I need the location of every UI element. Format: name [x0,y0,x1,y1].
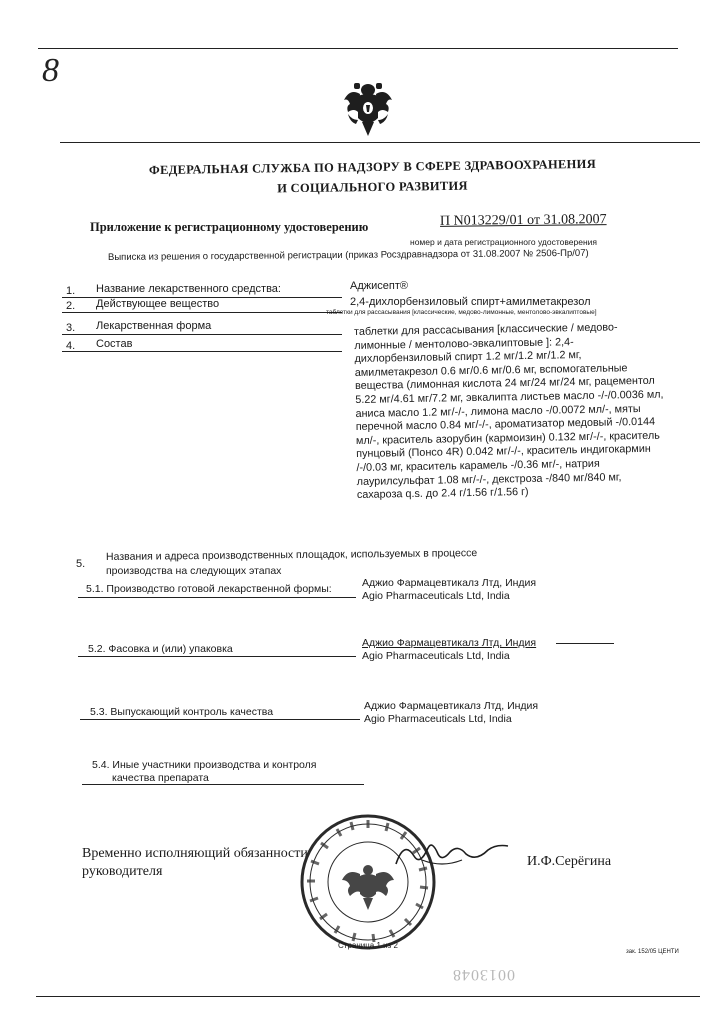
composition-line: пунцовый (Понсо 4R) 0.042 мг/-/-, краситель индигокармин [356,443,651,461]
field-2-underline [62,312,342,313]
section-5-1-manufacturer-en: Agio Pharmaceuticals Ltd, India [362,590,510,602]
bottom-border-line [36,996,700,997]
section-5-2-manufacturer-en: Agio Pharmaceuticals Ltd, India [362,650,510,662]
composition-line: перечной масло 0.84 мг/-/-, ароматизатор медовый -/0.0144 [355,415,656,434]
section-5-3-underline [80,719,360,720]
field-4-number: 4. [66,340,76,352]
field-4-label: Состав [96,338,133,350]
official-seal-stamp [298,812,438,952]
agency-title-line2: И СОЦИАЛЬНОГО РАЗВИТИЯ [277,178,468,196]
section-5-4-label-line2: качества препарата [112,772,209,784]
composition-line: сахароза q.s. до 2.4 г/1.56 г/1.56 г) [356,486,529,502]
dosage-form-note: таблетки для рассасывания [классические, медово-лимонные, ментолово-эвкалиптовые] [326,309,597,316]
composition-line: аниса масло 1.2 мг/-/-, лимона масло -/0.0072 мл/-, мяты [355,402,641,420]
section-5-2-label: 5.2. Фасовка и (или) упаковка [88,643,233,655]
signatory-position-line2: руководителя [82,864,163,879]
section-5-number: 5. [76,558,86,570]
section-5-2-manufacturer-ru: Аджио Фармацевтикалз Лтд, Индия [362,637,537,649]
signatory-name: И.Ф.Серёгина [527,854,612,869]
composition-line: 5.22 мг/4.61 мг/7.2 мг, эвкалипта листьев масло -/-/0.0036 мл, [355,388,664,406]
composition-line: мл/-, краситель азорубин (кармоизин) 0.132 мг/-/-, краситель [355,429,660,447]
section-5-4-underline [82,784,364,785]
section-5-3-manufacturer-ru: Аджио Фармацевтикалз Лтд, Индия [364,700,539,712]
section-5-3-manufacturer-en: Agio Pharmaceuticals Ltd, India [364,713,512,725]
section-5-2-underline [78,656,356,657]
field-2-number: 2. [66,300,76,312]
active-substance: 2,4-дихлорбензиловый спирт+амилметакрезол [350,296,591,308]
decision-extract: Выписка из решения о государственной регистрации (приказ Росздравнадзора от 31.08.2007 № 2506-Пр/07) [107,247,589,263]
field-3-label: Лекарственная форма [96,320,212,332]
field-2-label: Действующее вещество [96,298,220,310]
section-5-4-label-line1: 5.4. Иные участники производства и контроля [92,759,317,771]
field-1-number: 1. [66,285,76,297]
section-5-1-underline [78,597,356,598]
field-3-underline [62,334,342,335]
form-code: зак. 152/05 ЦЕНТИ [626,949,679,955]
field-1-label: Название лекарственного средства: [96,283,281,295]
composition-line: дихлорбензиловый спирт 1.2 мг/1.2 мг/1.2 мг, [354,349,582,366]
state-emblem-icon [340,78,396,138]
header-divider-line [60,142,700,143]
composition-line: /-/0.03 мг, краситель карамель -/0.36 мг/-, натрия [356,457,600,474]
section-5-title-line2: производства на следующих этапах [106,565,282,577]
composition-line: вещества (лимонная кислота 24 мг/24 мг/24 мг, рацементол [354,375,655,393]
section-5-2-value-line [556,643,614,644]
registration-number-caption: номер и дата регистрационного удостоверения [410,237,598,247]
agency-title-line1: ФЕДЕРАЛЬНАЯ СЛУЖБА ПО НАДЗОРУ В СФЕРЕ ЗДРАВООХРАНЕНИЯ [148,156,597,178]
registration-number: П N013229/01 от 31.08.2007 [439,212,607,229]
composition-block [354,320,687,502]
drug-name: Аджисепт® [350,280,408,292]
field-4-underline [62,351,342,352]
signatory-position-line1: Временно исполняющий обязанности [82,846,308,861]
section-5-1-label: 5.1. Производство готовой лекарственной формы: [86,583,332,595]
composition-line: лимонные / ментолово-эвкалиптовые ]: 2,4- [354,335,574,352]
top-border-line [38,48,678,49]
section-5-3-label: 5.3. Выпускающий контроль качества [90,706,274,718]
section-5-title-line1: Названия и адреса производственных площадок, используемых в процессе [105,547,478,563]
page-counter: Страница 1 из 2 [338,941,398,950]
field-3-number: 3. [66,322,76,334]
handwritten-page-number: 8 [42,52,59,89]
serial-number-bleedthrough: 0013048 [452,966,515,983]
composition-line: таблетки для рассасывания [классические / медово- [354,321,618,338]
handwritten-signature [392,834,512,874]
appendix-label: Приложение к регистрационному удостоверению [90,220,369,234]
composition-line: амилметакрезол 0.6 мг/0.6 мг/0.6 мг, вспомогательные [354,362,628,379]
section-5-1-manufacturer-ru: Аджио Фармацевтикалз Лтд, Индия [362,577,537,589]
composition-line: лаурилсульфат 1.08 мг/-/-, декстроза -/840 мг/840 мг, [356,470,622,488]
